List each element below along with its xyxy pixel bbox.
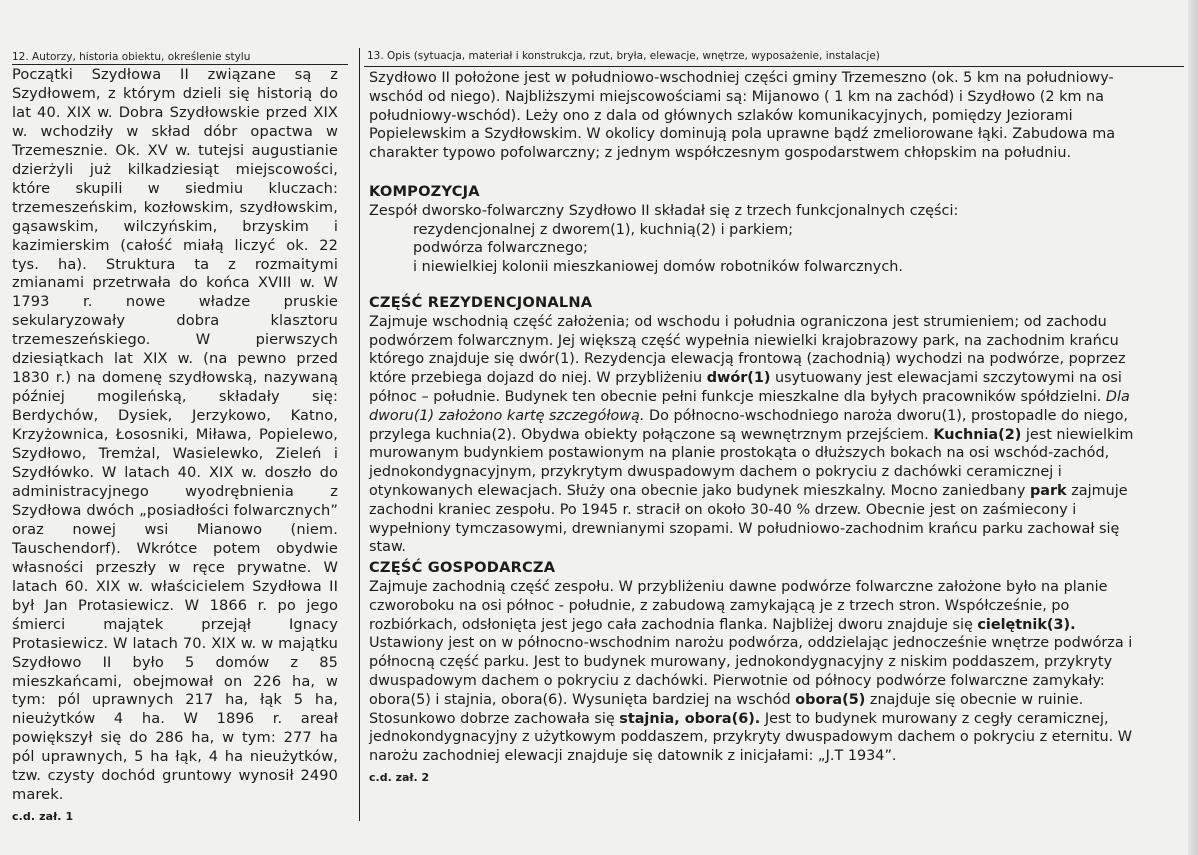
- history-text: Początki Szydłowa II związane są z Szydłowem, z którym dzieli się historią do lat 40. XIX w. Dobra Szydłowskie przed XIX w. wchodziły w skład dóbr opactwa w Trzemesznie. Ok. XV w. tutejsi augustianie dzierżyli już kilkadziesiąt miejscowości, które skupili w siedmiu kluczach: trzemeszeńskim, kozłowskim, szydłowskim, gąsawskim, wilczyńskim, brzyskim i kazimierskim (całość miałą liczyć ok. 22 tys. ha). Struktura ta z rozmaitymi zmianami przetrwała do końca XVIII w. W 1793 r. nowe władze pruskie sekularyzowały dobra klasztoru trzemeszeńskiego. W pierwszych dziesiątkach lat XIX w. (na pewno przed 1830 r.) na domenę szydłowską, nazywaną później mogileńską, składały się: Berdychów, Dysiek, Jerzykowo, Katno, Krzyżownica, Łososniki, Miława, Popielewo, Szydłowo, Tremżal, Wasielewko, Zieleń i Szydłówko. W latach 40. XIX w. doszło do administracyjnego wyodrębnienia z Szydłowa dwóch „posiadłości folwarcznych” oraz nowej wsi Mianowo (niem. Tauschendorf). Wkrótce potem obydwie własności przeszły w ręce prywatne. W latach 60. XIX w. właścicielem Szydłowa II był Jan Protasiewicz. W 1866 r. po jego śmierci majątek przejął Ignacy Protasiewicz. W latach 70. XIX w. w majątku Szydłowo II było 5 domów z 85 mieszkańcami, obejmował on 226 ha, w tym: pól uprawnych 217 ha, łąk 5 ha, nieużytków 4 ha. W 1896 r. areał powiększył się do 286 ha, w tym: 277 ha pól uprawnych, 5 ha łąk, 4 ha nieużytków, tzw. czysty dochód gruntowy wynosił 2490 marek.: [12, 66, 338, 804]
- composition-item: i niewielkiej kolonii mieszkaniowej domów robotników folwarcznych.: [413, 259, 903, 276]
- cowshed-label: obora(5): [795, 691, 866, 708]
- kitchen-label: Kuchnia(2): [933, 426, 1022, 443]
- header-rule-left: [12, 64, 348, 65]
- composition-heading: KOMPOZYCJA: [369, 182, 480, 200]
- farm-text: Zajmuje zachodnią część zespołu. W przybliżeniu dawne podwórze folwarczne założone było na planie czworoboku na osi północ - południe, z zabudową zamykającą je z trzech stron. Współcześnie, po rozbiórkach, odsłonięta jest jego cała zachodnia flanka. Najbliżej dworu znajduje się cielętnik(3). Ustawiony jest on w północno-wschodnim narożu podwórza, oddzielając jednocześnie wnętrze podwórza i północną część parku. Jest to budynek murowany, jednokondygnacyjny z niskim poddaszem, przykryty dwuspadowym dachem o pokryciu z dachówki. Pierwotnie od północy podwórze folwarczne zamykały: obora(5) i stajnia, obora(6). Wysunięta bardziej na wschód obora(5) znajduje się obecnie w ruinie. Stosunkowo dobrze zachowała się stajnia, obora(6). Jest to budynek murowany z cegły ceramicznej, jednokondygnacyjny z użytkowym poddaszem, przykryty dwuspadowym dachem o pokryciu z eternitu. W narożu zachodniej elewacji znajduje się datownik z inicjałami: „J.T 1934”.: [369, 578, 1133, 765]
- description-intro: Szydłowo II położone jest w południowo-wschodniej części gminy Trzemeszno (ok. 5 km na południowy-wschód od niego). Najbliższymi miejscowościami są: Mijanowo ( 1 km na zachód) i Szydłowo (2 km na południowy-wschód). Leży ono z dala od głównych szlaków komunikacyjnych, pomiędzy Jeziorami Popielewskim a Szydłowskim. W okolicy dominują pola uprawne bądź zmeliorowane łąki. Zabudowa ma charakter typowo pofolwarczny; z jednym współczesnym gospodarstwem chłopskim na południu.: [369, 70, 1116, 162]
- park-label: park: [1029, 482, 1067, 499]
- description-continuation-ref: c.d. zał. 2: [369, 770, 430, 784]
- manor-label: dwór(1): [706, 370, 771, 387]
- field-header-authors-history: 12. Autorzy, historia obiektu, określenie stylu: [12, 51, 251, 63]
- column-divider: [359, 48, 360, 821]
- composition-lead: Zespół dworsko-folwarczny Szydłowo II składał się z trzech funkcjonalnych części:: [369, 202, 959, 219]
- header-rule-right: [364, 66, 1184, 67]
- history-column: [12, 66, 338, 827]
- calf-barn-label: cielętnik(3).: [977, 616, 1076, 633]
- description-column: [369, 69, 1141, 788]
- history-continuation-ref: c.d. zał. 1: [12, 810, 74, 824]
- field-header-description: 13. Opis (sytuacja, materiał i konstrukcja, rzut, bryła, elewacje, wnętrze, wyposażenie, instalacje): [367, 50, 880, 62]
- stable-cowshed-label: stajnia, obora(6).: [619, 710, 761, 727]
- residential-heading: CZĘŚĆ REZYDENCJONALNA: [369, 293, 593, 311]
- composition-item: rezydencjonalnej z dworem(1), kuchnią(2) i parkiem;: [413, 221, 794, 238]
- page-edge-shadow: [1188, 0, 1198, 855]
- residential-text: Zajmuje wschodnią część założenia; od wschodu i południa ograniczona jest strumieniem; od zachodu podwórzem folwarcznym. Jej większą część wypełnia niewielki krajobrazowy park, na zachodnim krańcu którego znajduje się dwór(1). Rezydencja elewacją frontową (zachodnią) wychodzi na podwórze, poprzez które przebiega dojazd do niej. W przybliżeniu dwór(1) usytuowany jest elewacjami szczytowymi na osi północ – południe. Budynek ten obecnie pełni funkcje mieszkalne dla byłych pracowników spółdzielni. Dla dworu(1) założono kartę szczegółową. Do północno-wschodniego naroża dworu(1), prostopadle do niego, przylega kuchnia(2). Obydwa obiekty połączone są wewnętrznym przejściem. Kuchnia(2) jest niewielkim murowanym budynkiem postawionym na planie prostokąta o dłuższych bokach na osi wschód-zachód, jednokondygnacyjnym, przykrytym dwuspadowym dachem o pokryciu z dachówki ceramicznej i otynkowanych elewacjach. Służy ona obecnie jako budynek mieszkalny. Mocno zaniedbany park zajmuje zachodni kraniec zespołu. Po 1945 r. stracił on około 30-40 % drzew. Obecnie jest on zaśmiecony i wypełniony tymczasowymi, drewnianymi szopami. W południowo-zachodnim krańcu parku zachował się staw.: [369, 313, 1134, 556]
- farm-heading: CZĘŚĆ GOSPODARCZA: [369, 559, 556, 577]
- manor-card-note: Dla dworu(1) założono kartę szczegółową.: [369, 388, 1130, 424]
- composition-item: podwórza folwarcznego;: [413, 240, 588, 257]
